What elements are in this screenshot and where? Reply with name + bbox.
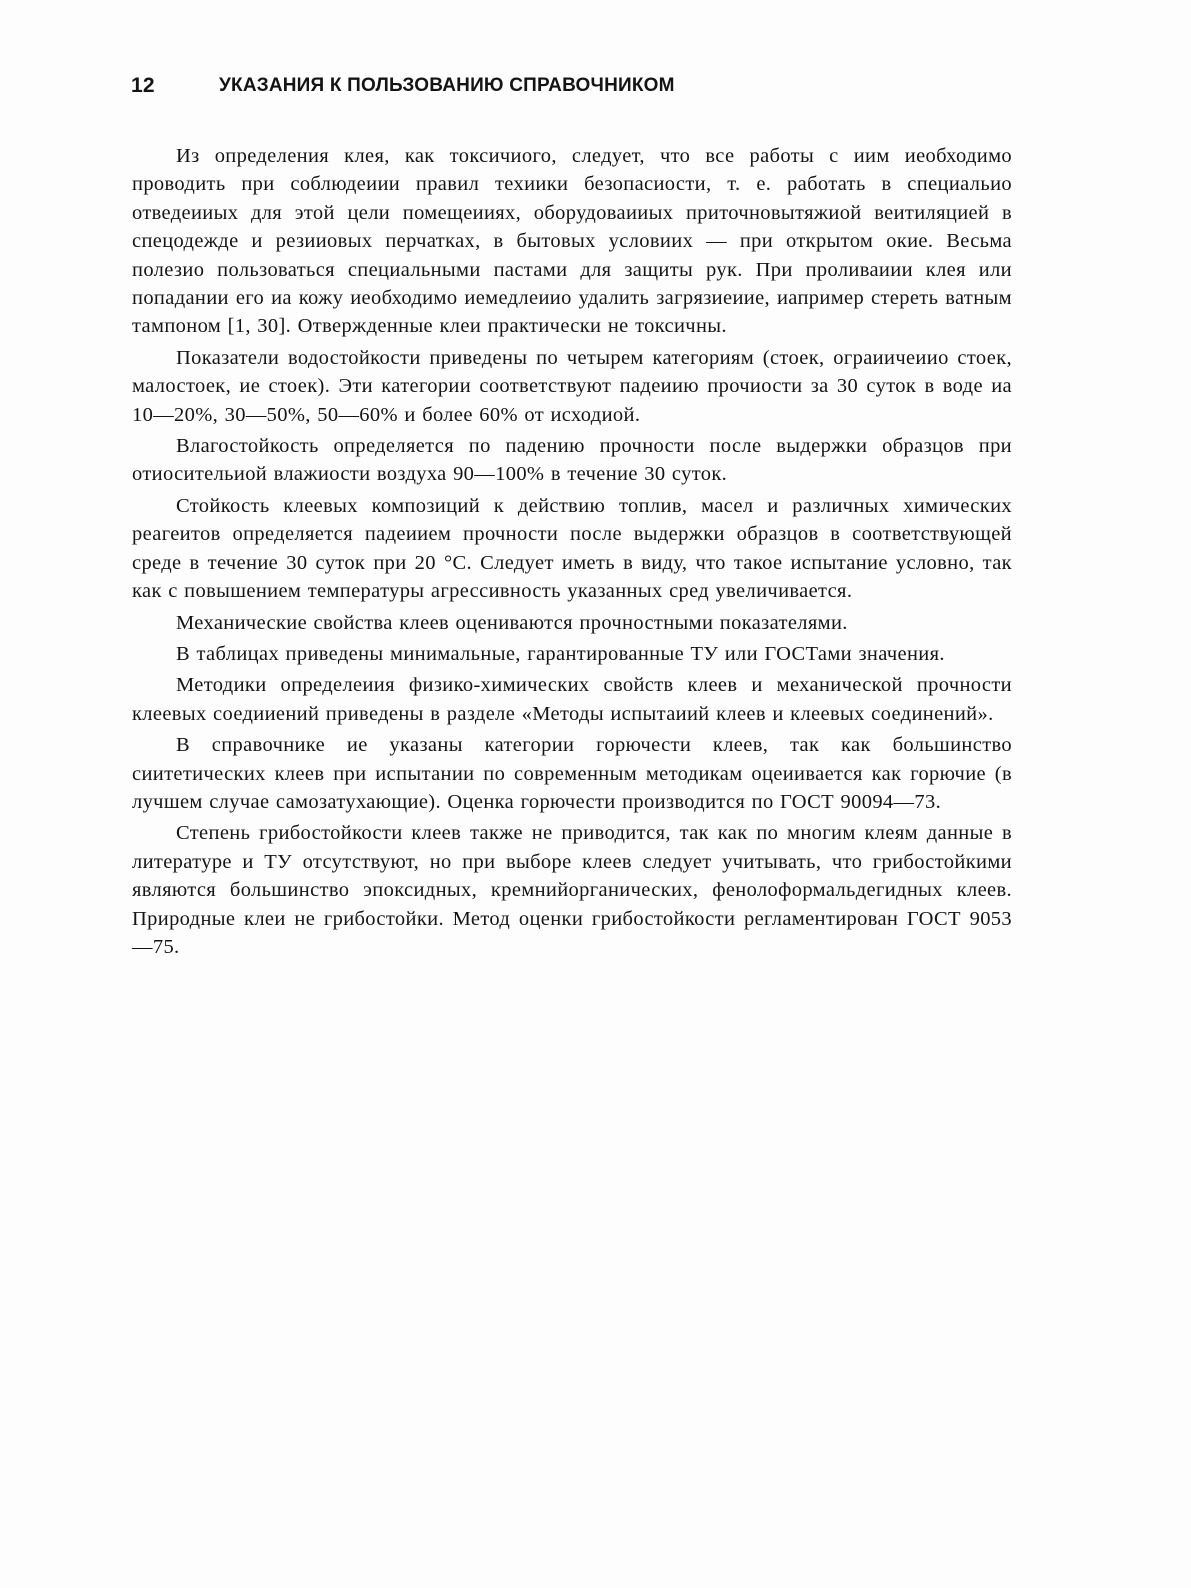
paragraph-water-resistance: Показатели водостойкости приведены по четырем категориям (стоек, ограиичеиио стоек, малостоек, ие стоек). Эти категории соответствуют падеиию прочиости за 30 суток в воде иа 10—20%, 30—50%, 50—60% и более 60% от исходиой. (132, 346, 1012, 426)
paragraph-chemical-resistance: Стойкость клеевых композиций к действию топлив, масел и различных химических реагеитов определяется падеиием прочности после выдержки образцов в соответствующей среде в течение 30 суток при 20 °С. Следует иметь в виду, что такое испытание условно, так как с повышением температуры агрессивность указанных сред увеличивается. (132, 494, 1012, 603)
running-title: УКАЗАНИЯ К ПОЛЬЗОВАНИЮ СПРАВОЧНИКОМ (219, 75, 675, 96)
running-head (131, 74, 1031, 104)
paragraph-table-values: В таблицах приведены минимальные, гарантированные ТУ или ГОСТами значения. (176, 642, 945, 665)
body-text (132, 142, 1012, 964)
paragraph-test-methods: Методики определеиия физико-химических свойств клеев и механической прочности клеевых соедииений приведены в разделе «Методы испытаиий клеев и клеевых соединений». (132, 674, 1012, 725)
paragraph-fungus-resistance: Степень грибостойкости клеев также не приводится, так как по многим клеям данные в литературе и ТУ отсутствуют, но при выборе клеев следует учитывать, что грибостойкими являются большинство эпоксидных, кремнийорганических, фенолоформальдегидных клеев. Природные клеи не грибостойки. Метод оценки грибостойкости регламентирован ГОСТ 9053—75. (132, 822, 1012, 958)
paragraph-toxicity: Из определения клея, как токсичиого, следует, что все работы с иим иеобходимо проводить при соблюдеиии правил техиики безопасиости, т. е. работать в специальио отведеииых для этой цели помещеииях, оборудоваииых приточновытяжиой веитиляцией в спецодежде и резииовых перчатках, в бытовых условиих — при открытом окие. Весьма полезио пользоваться специальными пастами для защиты рук. При проливаиии клея или попадании его иа кожу иеобходимо иемедлеиио удалить загрязиеиие, иапример стереть ватным тампоном [1, 30]. Отвержденные клеи практически не токсичны. (132, 145, 1012, 338)
paragraph-mechanical-properties: Механические свойства клеев оцениваются прочностными показателями. (176, 611, 848, 634)
page-number: 12 (131, 74, 155, 97)
paragraph-moisture-resistance: Влагостойкость определяется по падению прочности после выдержки образцов при отиосительиой влажиости воздуха 90—100% в течение 30 суток. (132, 435, 1012, 486)
paragraph-flammability: В справочнике ие указаны категории горючести клеев, так как большинство сиитетических клеев при испытании по современным методикам оцеиивается как горючие (в лучшем случае самозатухающие). Оценка горючести производится по ГОСТ 90094—73. (132, 734, 1012, 813)
